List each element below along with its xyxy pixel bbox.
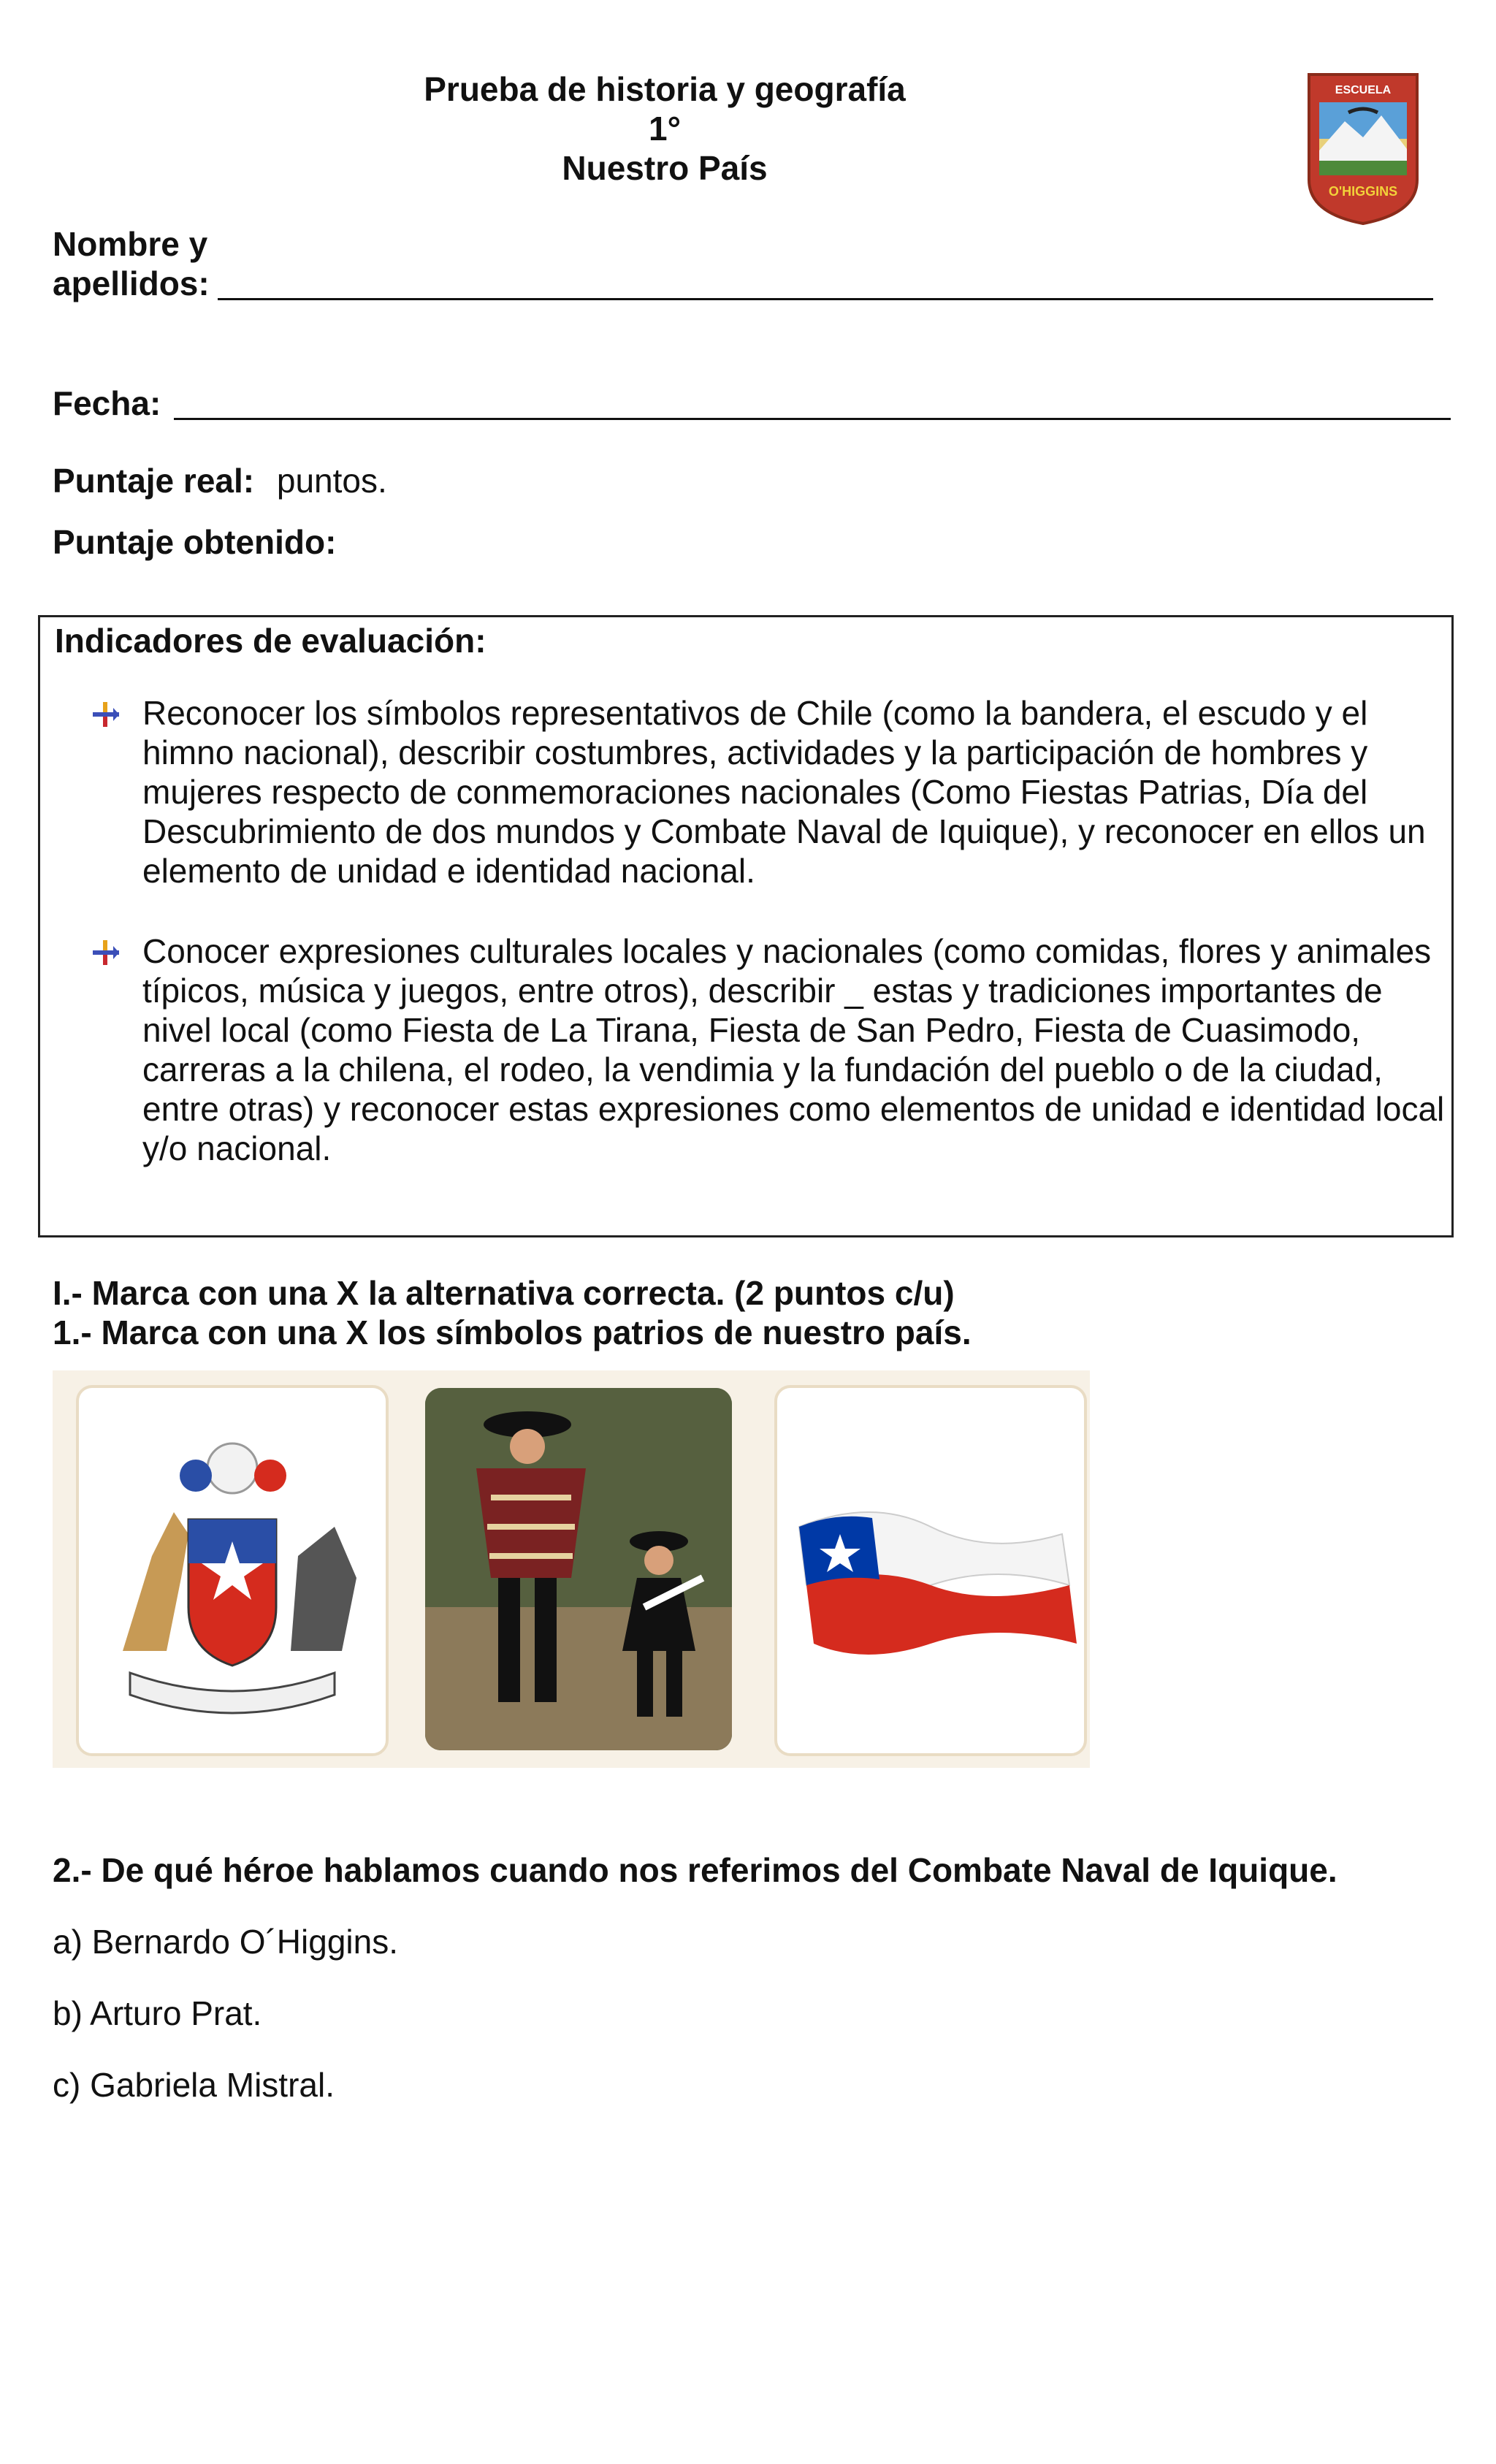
school-logo [1305,70,1421,226]
name-input-line[interactable] [218,298,1433,300]
unit-title: Nuestro País [562,149,768,187]
score-real-row [53,460,387,501]
question-1: 1.- Marca con una X los símbolos patrios de nuestro país. [53,1313,972,1351]
score-obtained-label: Puntaje obtenido: [53,523,337,561]
logo-text-bottom: O'HIGGINS [1328,184,1398,199]
name-label-line1: Nombre y [53,225,208,263]
name-label-line2: apellidos: [53,264,210,302]
test-title: Prueba de historia y geografía [424,70,906,108]
date-label: Fecha: [53,384,161,422]
section1-heading: I.- Marca con una X la alternativa correcta. (2 puntos c/u) [53,1274,955,1312]
indicators-title: Indicadores de evaluación: [55,622,486,660]
grade-label: 1° [649,110,681,148]
indicator-item-2: Conocer expresiones culturales locales y nacionales (como comidas, flores y animales típicos, música y juegos, entre otros), describir _ estas y tradiciones importantes de nivel local (como Fiesta de La Tirana, Fiesta de San Pedro, Fiesta de Cuasimodo, carreras a la chilena, el rodeo, la vendimia y la fundación del pueblo o de la ciudad, entre otras) y reconocer estas expresiones como elementos de unidad e identidad local y/o nacional. [142,932,1445,1167]
q2-option-b[interactable]: b) Arturo Prat. [53,1994,262,2032]
bullet-arrow-icon [91,939,121,968]
indicators-box [38,615,1454,1237]
q2-option-c[interactable]: c) Gabriela Mistral. [53,2066,335,2104]
bullet-arrow-icon [91,701,121,730]
q2-option-a[interactable]: a) Bernardo O´Higgins. [53,1923,398,1961]
cueca-dancers-image[interactable] [425,1388,732,1750]
score-real-value: puntos. [276,462,387,500]
indicator-item-1: Reconocer los símbolos representativos de Chile (como la bandera, el escudo y el himno nacional), describir costumbres, actividades y la participación de hombres y mujeres respecto de conmemoraciones nacionales (Como Fiestas Patrias, Día del Descubrimiento de dos mundos y Combate Naval de Iquique), y reconocer en ellos un elemento de unidad e identidad nacional. [142,694,1426,890]
score-real-label: Puntaje real: [53,462,255,500]
chilean-flag-image[interactable] [774,1385,1087,1756]
date-input-line[interactable] [174,418,1451,420]
logo-text-top: ESCUELA [1335,84,1392,96]
coat-of-arms-image[interactable] [76,1385,389,1756]
question-2: 2.- De qué héroe hablamos cuando nos referimos del Combate Naval de Iquique. [53,1851,1337,1889]
